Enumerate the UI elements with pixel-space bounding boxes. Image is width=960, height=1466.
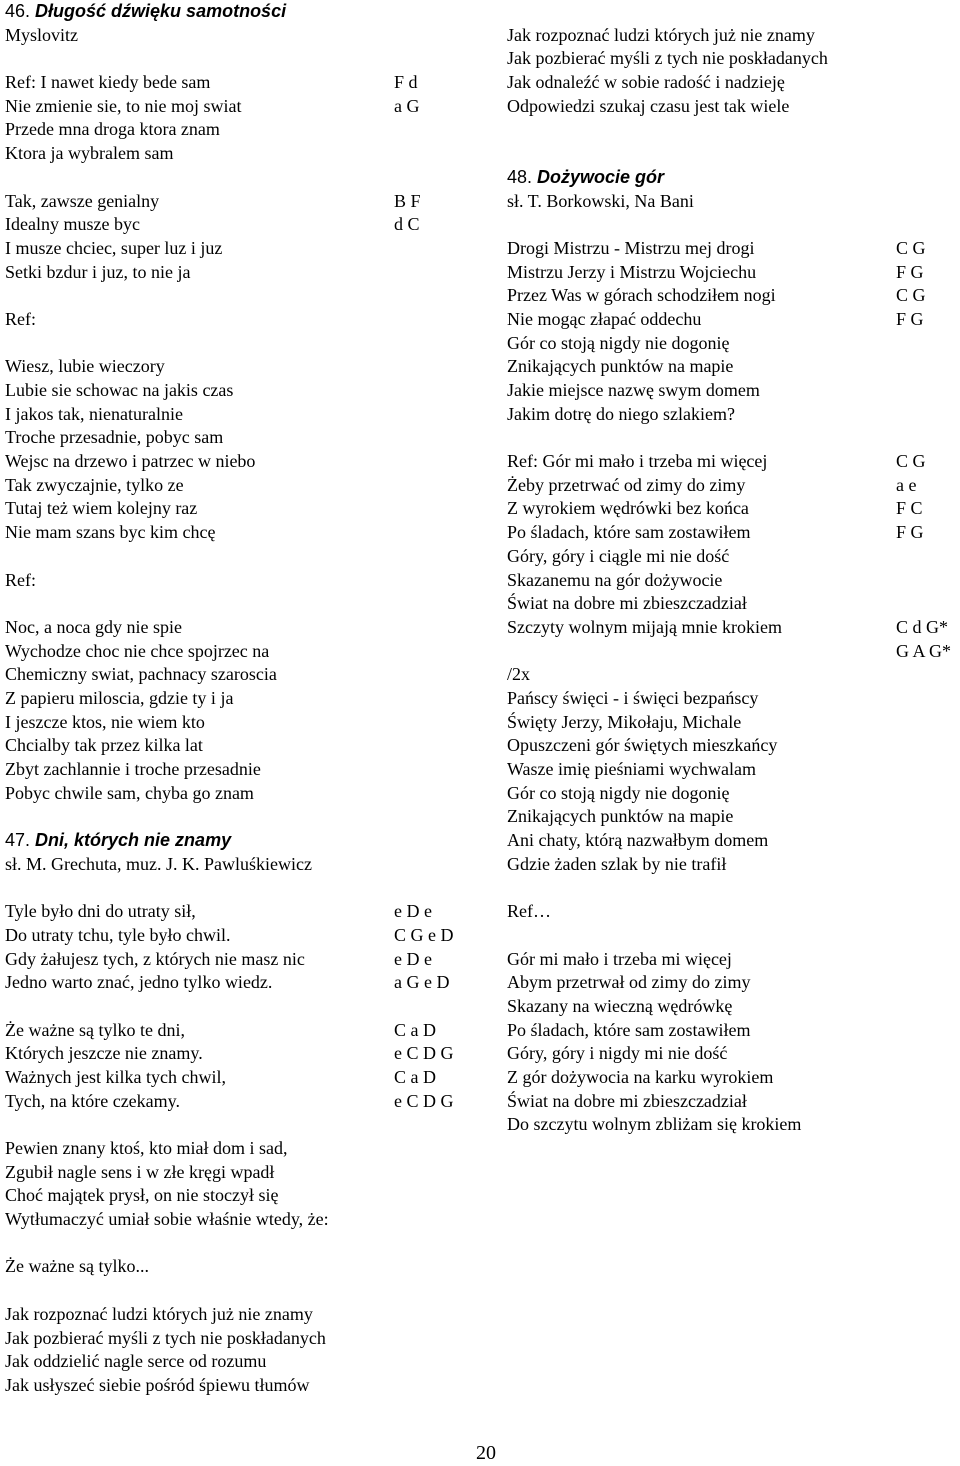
lyric-text: Gór mi mało i trzeba mi więcej — [507, 948, 732, 969]
lyric-text: Tutaj też wiem kolejny raz — [5, 498, 198, 519]
lyric-text: Przede mna droga ktora znam — [5, 119, 220, 140]
lyric-text: Skazanemu na gór dożywocie — [507, 569, 723, 590]
lyric-text: Święty Jerzy, Mikołaju, Michale — [507, 711, 742, 732]
song-title-text: Dożywocie gór — [537, 166, 665, 187]
song-title-text: Długość dźwięku samotności — [35, 1, 287, 21]
chord-symbols: G A G* — [896, 640, 952, 661]
lyric-text: Jak pozbierać myśli z tych nie poskładanych — [5, 1327, 326, 1348]
lyric-line — [5, 1374, 495, 1398]
lyric-line — [507, 782, 960, 806]
lyric-text: Chemiczny swiat, pachnacy szaroscia — [5, 664, 277, 685]
lyric-line — [507, 545, 960, 569]
left-column — [5, 0, 495, 1398]
lyric-line — [507, 403, 960, 427]
lyric-text: Do utraty tchu, tyle było chwil. — [5, 924, 231, 945]
lyric-text: Po śladach, które sam zostawiłem — [507, 1019, 751, 1040]
lyric-text: Góry, góry i ciągle mi nie dość — [507, 545, 730, 566]
blank-line — [507, 0, 960, 24]
blank-line — [5, 1232, 495, 1256]
lyric-text: Idealny musze byc — [5, 214, 140, 235]
lyric-line — [5, 118, 495, 142]
lyric-line — [507, 1019, 960, 1043]
lyric-line — [5, 1161, 495, 1185]
lyric-text: Do szczytu wolnym zbliżam się krokiem — [507, 1114, 802, 1135]
chord-symbols: d C — [394, 214, 420, 235]
lyric-line — [507, 616, 960, 640]
lyric-line — [5, 569, 495, 593]
chord-symbols: C G — [896, 451, 926, 472]
chord-symbols: B F — [394, 190, 421, 211]
lyric-line — [5, 1255, 495, 1279]
lyric-text: Zgubił nagle sens i w złe kręgi wpadł — [5, 1161, 275, 1182]
chord-symbols: F G — [896, 308, 924, 329]
lyric-text: Znikających punktów na mapie — [507, 356, 734, 377]
chord-symbols: a e — [896, 474, 917, 495]
lyric-line — [5, 403, 495, 427]
lyric-text: sł. M. Grechuta, muz. J. K. Pawluśkiewicz — [5, 853, 312, 874]
lyric-text: Jakim dotrę do niego szlakiem? — [507, 403, 735, 424]
song-title — [507, 166, 960, 190]
lyric-text: Jak oddzielić nagle serce od rozumu — [5, 1351, 267, 1372]
lyric-line — [5, 261, 495, 285]
lyric-line — [5, 663, 495, 687]
chord-symbols: e D e — [394, 901, 432, 922]
chord-symbols: a G — [394, 95, 420, 116]
lyric-line — [507, 379, 960, 403]
lyric-line — [5, 711, 495, 735]
lyric-text: Zbyt zachlannie i troche przesadnie — [5, 759, 261, 779]
lyric-text: Nie mogąc złapać oddechu — [507, 308, 702, 329]
lyric-line — [5, 497, 495, 521]
lyric-line — [5, 782, 495, 806]
lyric-line — [507, 687, 960, 711]
blank-line — [5, 545, 495, 569]
blank-line — [507, 213, 960, 237]
lyric-line — [507, 190, 960, 214]
blank-line — [5, 876, 495, 900]
lyric-text: Tych, na które czekamy. — [5, 1090, 180, 1111]
lyric-text: Ref: I nawet kiedy bede sam — [5, 72, 211, 93]
blank-line — [5, 1279, 495, 1303]
lyric-line — [507, 569, 960, 593]
lyric-text: Góry, góry i nigdy mi nie dość — [507, 1043, 728, 1064]
lyric-text: Jak pozbierać myśli z tych nie poskładanych — [507, 48, 828, 69]
lyric-text: Jak usłyszeć siebie pośród śpiewu tłumów — [5, 1374, 310, 1395]
blank-line — [5, 332, 495, 356]
lyric-line — [507, 308, 960, 332]
lyric-line — [5, 450, 495, 474]
lyric-line — [5, 237, 495, 261]
chord-symbols: F G — [896, 522, 924, 543]
lyric-line — [5, 213, 495, 237]
lyric-text: Tak, zawsze genialny — [5, 190, 160, 211]
lyric-line — [507, 95, 960, 119]
lyric-text: Ref: — [5, 308, 36, 329]
lyric-text: Z papieru miloscia, gdzie ty i ja — [5, 687, 234, 708]
lyric-line — [5, 948, 495, 972]
lyric-line — [5, 900, 495, 924]
lyric-text: Mistrzu Jerzy i Mistrzu Wojciechu — [507, 261, 757, 282]
lyric-line — [507, 900, 960, 924]
lyric-text: Świat na dobre mi zbieszczadział — [507, 593, 747, 614]
lyric-text: Choć majątek prysł, on nie stoczył się — [5, 1185, 279, 1206]
blank-line — [5, 1113, 495, 1137]
lyric-text: Z wyrokiem wędrówki bez końca — [507, 498, 749, 519]
lyric-line — [507, 1113, 960, 1137]
lyric-line — [507, 758, 960, 782]
lyric-line — [507, 734, 960, 758]
chord-symbols: C G e D — [394, 924, 454, 945]
lyric-text: Gdzie żaden szlak by nie trafił — [507, 853, 727, 874]
lyric-text: Pańscy święci - i święci bezpańscy — [507, 687, 759, 708]
lyric-line — [507, 355, 960, 379]
lyric-text: Jedno warto znać, jedno tylko wiedz. — [5, 972, 273, 993]
lyric-line — [5, 71, 495, 95]
lyric-line — [507, 521, 960, 545]
chord-symbols: F G — [896, 261, 924, 282]
blank-line — [5, 284, 495, 308]
lyric-line — [5, 1327, 495, 1351]
blank-line — [507, 426, 960, 450]
lyric-text: Odpowiedzi szukaj czasu jest tak wiele — [507, 95, 790, 116]
lyric-line — [5, 616, 495, 640]
lyric-text: Szczyty wolnym mijają mnie krokiem — [507, 616, 782, 637]
lyric-text: Żeby przetrwać od zimy do zimy — [507, 474, 746, 495]
lyric-text: Ref… — [507, 901, 551, 922]
song-number: 46. — [5, 1, 36, 21]
lyric-text: Jakie miejsce nazwę swym domem — [507, 380, 760, 400]
lyric-line — [507, 261, 960, 285]
lyric-line — [5, 640, 495, 664]
lyric-text: I jakos tak, nienaturalnie — [5, 403, 183, 424]
lyric-line — [507, 24, 960, 48]
lyric-line — [507, 711, 960, 735]
lyric-line — [507, 1090, 960, 1114]
chord-symbols: C d G* — [896, 616, 949, 637]
lyric-line — [507, 1042, 960, 1066]
lyric-text: Ref: Gór mi mało i trzeba mi więcej — [507, 451, 768, 472]
lyric-text: Tyle było dni do utraty sił, — [5, 901, 196, 922]
blank-line — [507, 142, 960, 166]
song-number: 48. — [507, 166, 538, 187]
chord-symbols: e D e — [394, 948, 432, 969]
lyric-text: Przez Was w górach schodziłem nogi — [507, 285, 776, 306]
lyric-line — [5, 1090, 495, 1114]
right-column — [507, 0, 960, 1137]
lyric-text: Ani chaty, którą nazwałbym domem — [507, 830, 769, 851]
lyric-text: Nie zmienie sie, to nie moj swiat — [5, 95, 242, 116]
lyric-text: Tak zwyczajnie, tylko ze — [5, 474, 184, 495]
lyric-line — [507, 853, 960, 877]
lyric-text: Ktora ja wybralem sam — [5, 143, 174, 164]
lyric-line — [5, 142, 495, 166]
lyric-line — [5, 758, 495, 782]
lyric-text: Wasze imię pieśniami wychwalam — [507, 759, 756, 779]
lyric-text: Chcialby tak przez kilka lat — [5, 735, 203, 756]
lyric-line — [507, 592, 960, 616]
lyric-text: Troche przesadnie, pobyc sam — [5, 427, 224, 448]
lyric-line — [5, 426, 495, 450]
lyric-text: /2x — [507, 664, 531, 685]
lyric-line — [507, 450, 960, 474]
lyric-line — [5, 1350, 495, 1374]
lyric-text: Pobyc chwile sam, chyba go znam — [5, 782, 254, 803]
chord-symbols: C G — [896, 285, 926, 306]
lyric-text: Ważnych jest kilka tych chwil, — [5, 1066, 226, 1087]
chord-symbols: e C D G — [394, 1043, 454, 1064]
chord-symbols: a G e D — [394, 972, 450, 993]
lyric-text: Pewien znany ktoś, kto miał dom i sad, — [5, 1138, 288, 1158]
lyric-line — [5, 95, 495, 119]
lyric-text: Skazany na wieczną wędrówkę — [507, 995, 733, 1016]
lyric-line — [5, 379, 495, 403]
chord-symbols: C a D — [394, 1066, 436, 1087]
lyric-text: Których jeszcze nie znamy. — [5, 1043, 203, 1064]
chord-symbols: C a D — [394, 1019, 436, 1040]
lyric-line — [5, 1042, 495, 1066]
lyric-text: I musze chciec, super luz i juz — [5, 237, 223, 258]
blank-line — [507, 876, 960, 900]
lyric-text: sł. T. Borkowski, Na Bani — [507, 190, 694, 211]
lyric-text: Z gór dożywocia na karku wyrokiem — [507, 1066, 774, 1087]
lyric-line — [507, 995, 960, 1019]
lyric-text: Świat na dobre mi zbieszczadział — [507, 1090, 747, 1111]
lyric-text: Drogi Mistrzu - Mistrzu mej drogi — [507, 237, 755, 258]
lyric-line — [5, 971, 495, 995]
lyric-line — [5, 1184, 495, 1208]
lyric-line — [507, 284, 960, 308]
lyric-line — [507, 237, 960, 261]
lyric-line — [5, 687, 495, 711]
lyric-line — [5, 1208, 495, 1232]
lyric-text: Gór co stoją nigdy nie dogonię — [507, 782, 730, 803]
lyric-line — [507, 47, 960, 71]
lyric-text: Setki bzdur i juz, to nie ja — [5, 261, 191, 282]
song-title-text: Dni, których nie znamy — [35, 830, 232, 851]
page-number: 20 — [476, 1442, 496, 1464]
lyric-text: Gór co stoją nigdy nie dogonię — [507, 332, 730, 353]
lyric-text: Noc, a noca gdy nie spie — [5, 616, 182, 637]
lyric-text: Nie mam szans byc kim chcę — [5, 522, 216, 543]
lyric-line — [5, 853, 495, 877]
lyric-line — [5, 924, 495, 948]
lyric-line — [5, 190, 495, 214]
lyric-line — [5, 1066, 495, 1090]
lyric-text: Że ważne są tylko... — [5, 1256, 149, 1277]
chord-symbols: e C D G — [394, 1090, 454, 1111]
lyric-line — [5, 24, 495, 48]
blank-line — [507, 924, 960, 948]
lyric-line — [507, 1066, 960, 1090]
lyric-text: Jak rozpoznać ludzi których już nie znamy — [507, 24, 815, 45]
lyric-line — [5, 1137, 495, 1161]
lyric-text: Myslovitz — [5, 24, 79, 45]
blank-line — [5, 47, 495, 71]
chord-symbols: C G — [896, 237, 926, 258]
lyric-line — [507, 663, 960, 687]
chord-symbols: F d — [394, 72, 418, 93]
lyric-text: Gdy żałujesz tych, z których nie masz nic — [5, 948, 305, 969]
lyric-line — [5, 1019, 495, 1043]
song-title — [5, 829, 495, 853]
lyric-text: Znikających punktów na mapie — [507, 806, 734, 827]
lyric-text: Po śladach, które sam zostawiłem — [507, 522, 751, 543]
song-title — [5, 0, 495, 24]
lyric-line — [507, 474, 960, 498]
lyric-line — [5, 521, 495, 545]
song-number: 47. — [5, 830, 36, 851]
lyric-text: Ref: — [5, 569, 36, 590]
lyric-text: Wytłumaczyć umiał sobie właśnie wtedy, że: — [5, 1209, 329, 1230]
lyric-line — [507, 971, 960, 995]
lyric-text: Wiesz, lubie wieczory — [5, 356, 165, 377]
lyric-text: Że ważne są tylko te dni, — [5, 1019, 185, 1040]
lyric-line — [507, 71, 960, 95]
lyric-text: Jak odnaleźć w sobie radość i nadzieję — [507, 72, 785, 93]
lyric-line — [507, 805, 960, 829]
lyric-line — [5, 734, 495, 758]
chord-symbols: F C — [896, 498, 923, 519]
blank-line — [5, 166, 495, 190]
lyric-text: Abym przetrwał od zimy do zimy — [507, 972, 751, 993]
lyric-line — [5, 1303, 495, 1327]
lyric-line — [507, 332, 960, 356]
lyric-text: Wejsc na drzewo i patrzec w niebo — [5, 451, 256, 472]
lyric-line — [507, 497, 960, 521]
blank-line — [5, 805, 495, 829]
lyric-line — [5, 308, 495, 332]
blank-line — [5, 592, 495, 616]
lyric-text: Lubie sie schowac na jakis czas — [5, 380, 234, 400]
lyric-text: Jak rozpoznać ludzi których już nie znamy — [5, 1303, 313, 1324]
lyric-text: I jeszcze ktos, nie wiem kto — [5, 711, 205, 732]
blank-line — [5, 995, 495, 1019]
lyric-line — [5, 474, 495, 498]
blank-line — [507, 118, 960, 142]
lyric-text: Opuszczeni gór świętych mieszkańcy — [507, 735, 778, 756]
lyric-line — [5, 355, 495, 379]
lyric-text: Wychodze choc nie chce spojrzec na — [5, 640, 270, 661]
lyric-line — [507, 829, 960, 853]
lyric-line — [507, 640, 960, 664]
lyric-line — [507, 948, 960, 972]
